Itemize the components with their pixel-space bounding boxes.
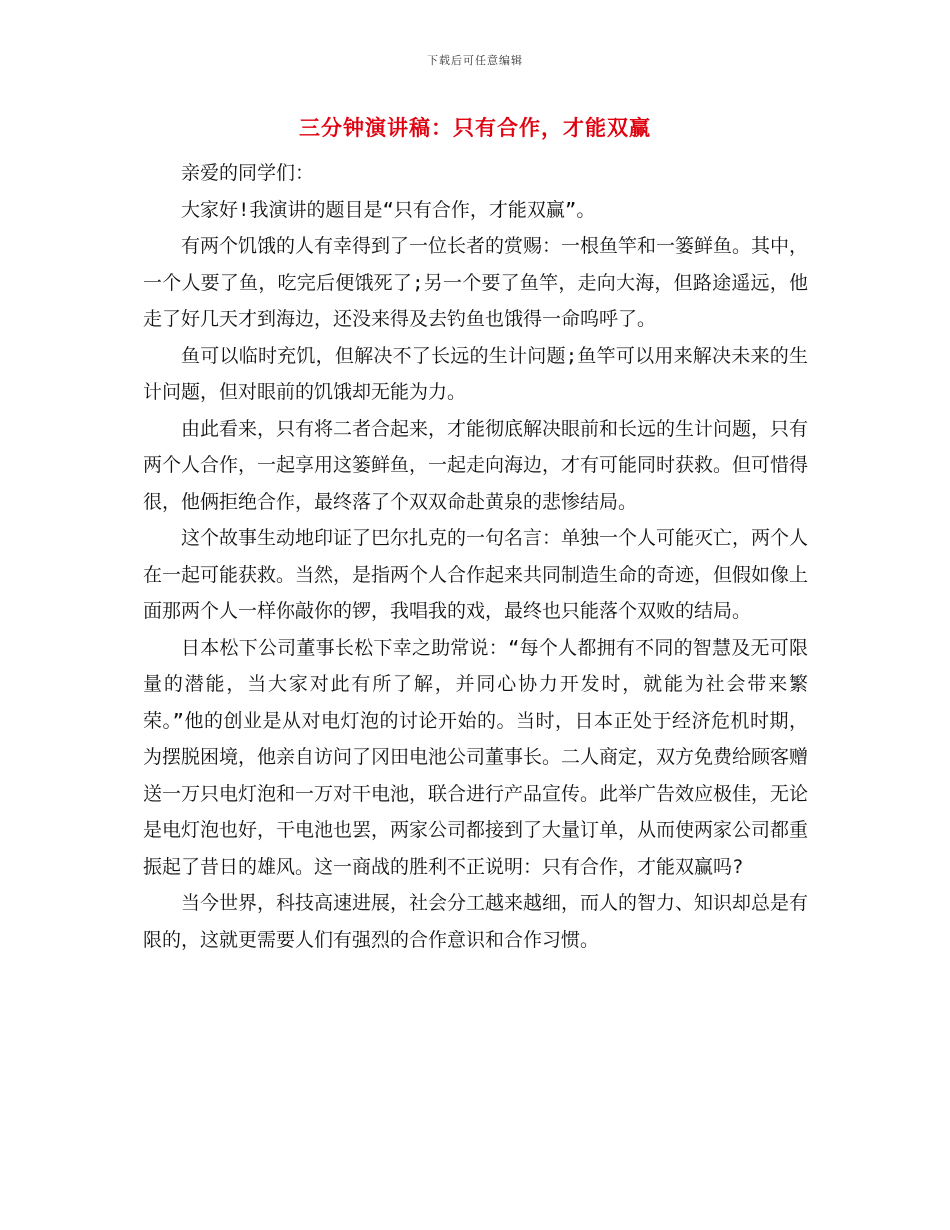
paragraph-salutation: 亲爱的同学们： <box>181 162 315 184</box>
paragraph-analysis: 鱼可以临时充饥，但解决不了长远的生计问题;鱼竿可以用来解决未来的生计问题，但对眼前的饥饿却无能为力。 <box>143 344 808 403</box>
paragraph-story: 有两个饥饿的人有幸得到了一位长者的赏赐：一根鱼竿和一篓鲜鱼。其中，一个人要了鱼，吃完后便饿死了;另一个要了鱼竿，走向大海，但路途遥远，他走了好几天才到海边，还没来得及去钓鱼也饿得一命呜呼了。 <box>143 235 809 330</box>
paragraph-greeting: 大家好!我演讲的题目是“只有合作，才能双赢”。 <box>181 198 596 221</box>
header-note: 下载后可任意编辑 <box>427 54 523 67</box>
paragraph-conclusion: 由此看来，只有将二者合起来，才能彻底解决眼前和长远的生计问题，只有两个人合作，一起享用这篓鲜鱼，一起走向海边，才有可能同时获救。但可惜得很，他俩拒绝合作，最终落了个双双命赴黄泉的悲惨结局。 <box>143 417 809 513</box>
paragraph-matsushita: 日本松下公司董事长松下幸之助常说：“每个人都拥有不同的智慧及无可限量的潜能，当大家对此有所了解，并同心协力开发时，就能为社会带来繁荣。”他的创业是从对电灯泡的讨论开始的。当时，日本正处于经济危机时期，为摆脱困境，他亲自访问了冈田电池公司董事长。二人商定，双方免费给顾客赠送一万只电灯泡和一万对干电池，联合进行产品宣传。此举广告效应极佳，无论是电灯泡也好，干电池也罢，两家公司都接到了大量订单，从而使两家公司都重振起了昔日的雄风。这一商战的胜利不正说明：只有合作，才能双赢吗? <box>143 636 809 878</box>
document-title: 三分钟演讲稿：只有合作，才能双赢 <box>299 115 651 140</box>
document-body <box>143 155 808 958</box>
paragraph-modern-world: 当今世界，科技高速进展，社会分工越来越细，而人的智力、知识却总是有限的，这就更需要人们有强烈的合作意识和合作习惯。 <box>143 892 809 951</box>
paragraph-quote-balzac: 这个故事生动地印证了巴尔扎克的一句名言：单独一个人可能灭亡，两个人在一起可能获救。当然，是指两个人合作起来共同制造生命的奇迹，但假如像上面那两个人一样你敲你的锣，我唱我的戏，最终也只能落个双败的结局。 <box>143 527 809 622</box>
